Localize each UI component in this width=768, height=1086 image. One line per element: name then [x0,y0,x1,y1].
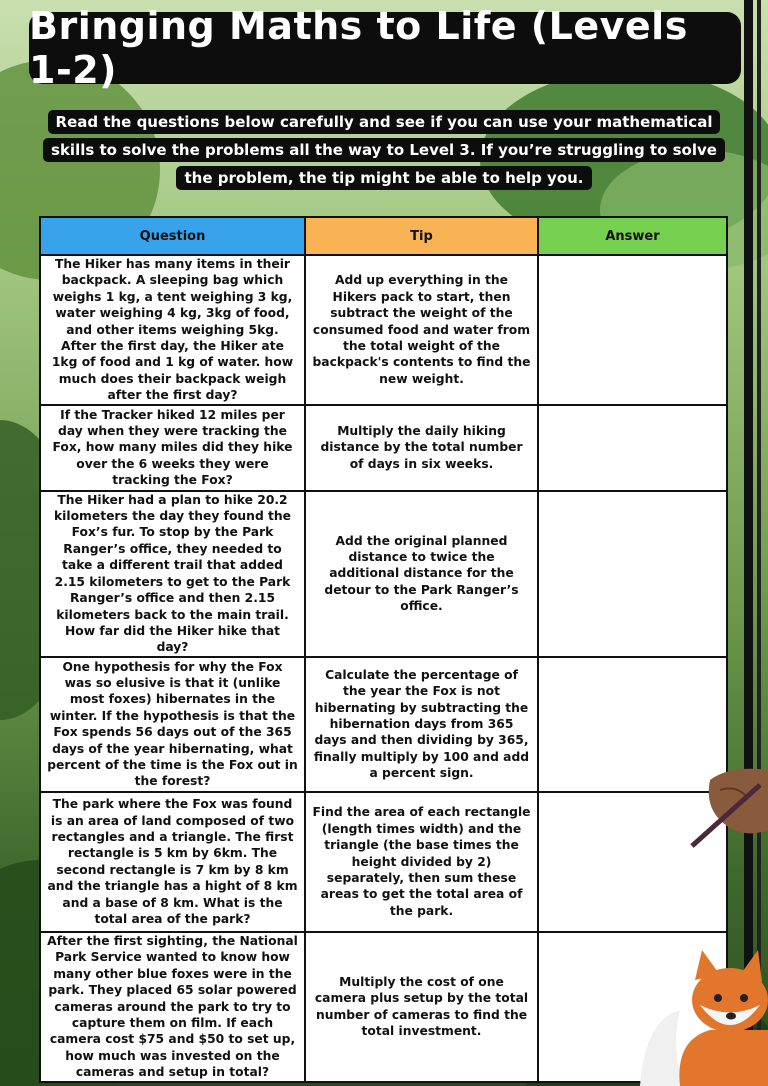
tip-cell: Multiply the cost of one camera plus setup by the total number of cameras to find the total investment. [305,932,538,1082]
tree-trunk-line [744,0,753,1086]
table-row [40,491,727,657]
fox-illustration [640,950,768,1086]
column-header-answer: Answer [538,217,727,255]
question-cell: The park where the Fox was found is an area of land composed of two rectangles and a triangle. The first rectangle is 5 km by 6km. The second rectangle is 7 km by 8 km and the triangle has a hight of 8 km and a base of 8 km. What is the total area of the park? [40,792,305,932]
title-banner [29,4,741,92]
intro-text-block [40,108,728,192]
tip-cell: Find the area of each rectangle (length times width) and the triangle (the base times the height divided by 2) separately, then sum these areas to get the total area of the park. [305,792,538,932]
tree-trunk-line-thin [757,0,761,1086]
answer-cell[interactable] [538,491,727,657]
intro-text: Read the questions below carefully and see if you can use your mathematical skills to solve the problems all the way to Level 3. If you’re struggling to solve the problem, the tip might be able to help you. [43,110,725,190]
table-row [40,932,727,1082]
tip-cell: Add up everything in the Hikers pack to start, then subtract the weight of the consumed food and water from the total weight of the backpack's contents to find the new weight. [305,255,538,405]
tip-cell: Add the original planned distance to twice the additional distance for the detour to the Park Ranger’s office. [305,491,538,657]
questions-table [39,216,728,1083]
question-cell: If the Tracker hiked 12 miles per day when they were tracking the Fox, how many miles did they hike over the 6 weeks they were tracking the Fox? [40,405,305,491]
question-cell: One hypothesis for why the Fox was so elusive is that it (unlike most foxes) hibernates in the winter. If the hypothesis is that the Fox spends 56 days out of the 365 days of the year hibernating, what percent of the time is the Fox out in the forest? [40,657,305,792]
page-title: Bringing Maths to Life (Levels 1-2) [29,4,688,92]
column-header-question: Question [40,217,305,255]
table-header-row [40,217,727,255]
question-cell: The Hiker had a plan to hike 20.2 kilometers the day they found the Fox’s fur. To stop by the Park Ranger’s office, they needed to take a different trail that added 2.15 kilometers to get to the Park Ranger’s office and then 2.15 kilometers back to the main trail. How far did the Hiker hike that day? [40,491,305,657]
tip-cell: Calculate the percentage of the year the Fox is not hibernating by subtracting the hibernation days from 365 days and then dividing by 365, finally multiply by 100 and add a percent sign. [305,657,538,792]
question-cell: The Hiker has many items in their backpack. A sleeping bag which weighs 1 kg, a tent weighing 3 kg, water weighing 4 kg, 3kg of food, and other items weighing 5kg. After the first day, the Hiker ate 1kg of food and 1 kg of water. how much does their backpack weigh after the first day? [40,255,305,405]
table-row [40,405,727,491]
column-header-tip: Tip [305,217,538,255]
hand-with-pencil-illustration [690,760,768,850]
table-row [40,792,727,932]
table-row [40,255,727,405]
answer-cell[interactable] [538,405,727,491]
tip-cell: Multiply the daily hiking distance by the total number of days in six weeks. [305,405,538,491]
question-cell: After the first sighting, the National Park Service wanted to know how many other blue foxes were in the park. They placed 65 solar powered cameras around the park to try to capture them on film. If each camera cost $75 and $50 to set up, how much was invested on the cameras and setup in total? [40,932,305,1082]
table-row [40,657,727,792]
answer-cell[interactable] [538,255,727,405]
